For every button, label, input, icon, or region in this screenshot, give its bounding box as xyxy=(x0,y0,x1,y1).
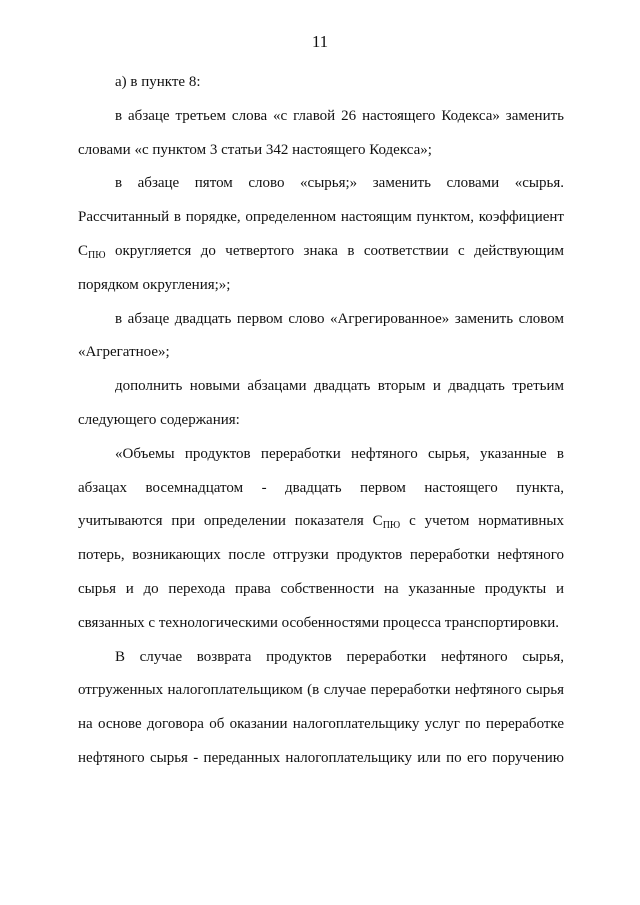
text-line: дополнить новыми абзацами двадцать вторым и двадцать третьим xyxy=(115,378,564,395)
text-line: «Объемы продуктов переработки нефтяного сырья, указанные в xyxy=(115,445,564,462)
text-line: потерь, возникающих после отгрузки продуктов переработки нефтяного xyxy=(78,547,564,564)
text-run: с учетом нормативных xyxy=(400,513,564,530)
text-run: округляется до четвертого знака в соответствии с действующим xyxy=(105,242,564,259)
text-line: следующего содержания: xyxy=(78,411,240,428)
text-run: учитываются при определении показателя С xyxy=(78,513,383,530)
text-line: В случае возврата продуктов переработки нефтяного сырья, xyxy=(115,648,564,665)
text-line: в абзаце пятом слово «сырья;» заменить словами «сырья. xyxy=(115,175,564,192)
document-body xyxy=(78,72,564,782)
text-line: а) в пункте 8: xyxy=(115,74,201,90)
text-line: порядком округления;»; xyxy=(78,276,231,293)
text-line: словами «с пунктом 3 статьи 342 настоящего Кодекса»; xyxy=(78,141,432,158)
subscript: ПЮ xyxy=(382,520,401,532)
text-run: С xyxy=(78,242,89,259)
text-line: «Агрегатное»; xyxy=(78,344,170,361)
page-number: 11 xyxy=(311,32,329,51)
text-line xyxy=(78,511,564,545)
text-line xyxy=(78,241,564,275)
text-line: сырья и до перехода права собственности на указанные продукты и xyxy=(78,580,564,597)
text-line: Рассчитанный в порядке, определенном настоящим пунктом, коэффициент xyxy=(78,209,564,226)
text-line: связанных с технологическими особенностями процесса транспортировки. xyxy=(78,614,560,631)
text-line: в абзаце третьем слова «с главой 26 настоящего Кодекса» заменить xyxy=(115,107,564,124)
text-line: нефтяного сырья - переданных налогоплательщику или по его поручению xyxy=(78,749,564,766)
subscript: ПЮ xyxy=(88,249,106,261)
text-line: на основе договора об оказании налогоплательщику услуг по переработке xyxy=(78,716,564,733)
text-line: отгруженных налогоплательщиком (в случае переработки нефтяного сырья xyxy=(78,682,564,699)
text-line: абзацах восемнадцатом - двадцать первом настоящего пункта, xyxy=(78,479,564,496)
text-line: в абзаце двадцать первом слово «Агрегированное» заменить словом xyxy=(115,310,564,327)
